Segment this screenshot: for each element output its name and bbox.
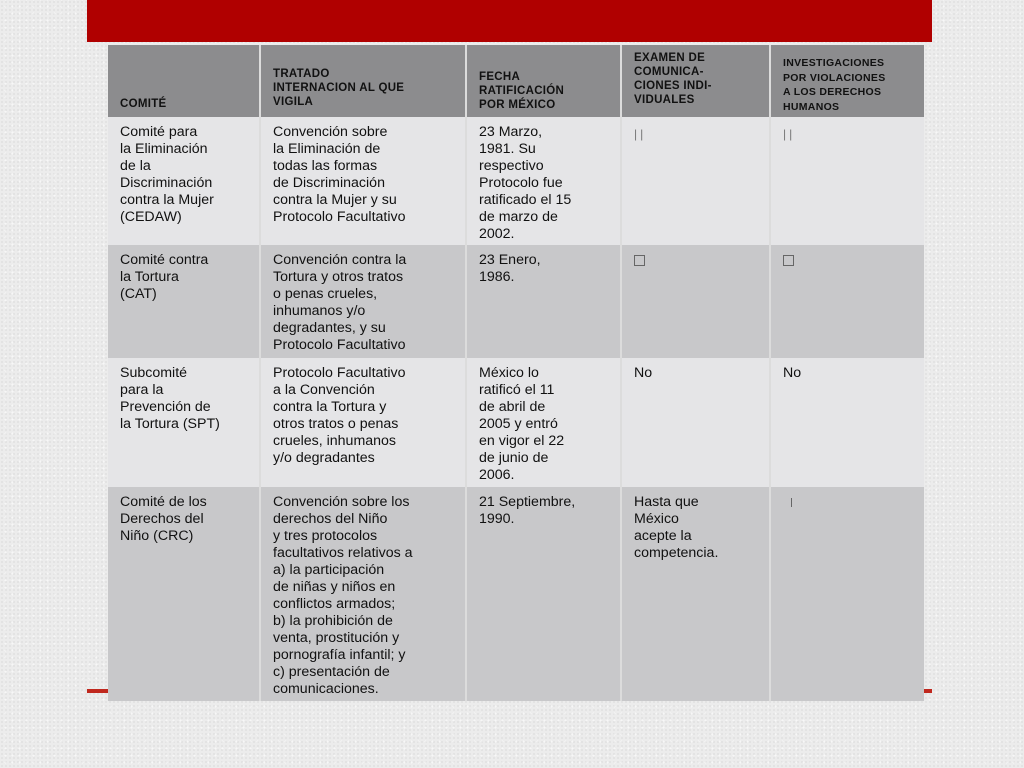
cell-comite: Subcomité para la Prevención de la Tortura (SPT): [108, 358, 260, 487]
placeholder-glyph-icon: ||: [634, 127, 647, 141]
empty-box-icon: [783, 255, 794, 266]
cell-tratado: Protocolo Facultativo a la Convención contra la Tortura y otros tratos o penas crueles, inhumanos y/o degradantes: [260, 358, 466, 487]
cell-fecha: México lo ratificó el 11 de abril de 2005 y entró en vigor el 22 de junio de 2006.: [466, 358, 621, 487]
cell-investigaciones: No: [783, 365, 802, 381]
table-row: [108, 487, 924, 701]
cell-examen: [621, 245, 770, 358]
cell-fecha: 21 Septiembre, 1990.: [466, 487, 621, 701]
header-fecha: FECHA RATIFICACIÓN POR MÉXICO: [466, 45, 621, 117]
header-tratado: TRATADO INTERNACION AL QUE VIGILA: [260, 45, 466, 117]
cell-examen: No: [621, 358, 770, 487]
header-comite: COMITÉ: [108, 45, 260, 117]
table-row: [108, 358, 924, 487]
cell-investigaciones: [770, 117, 924, 245]
placeholder-tick-icon: [791, 498, 792, 507]
cell-examen: [621, 117, 770, 245]
header-examen: EXAMEN DE COMUNICA- CIONES INDI- VIDUALES: [621, 45, 770, 117]
cell-fecha: 23 Marzo, 1981. Su respectivo Protocolo fue ratificado el 15 de marzo de 2002.: [466, 117, 621, 245]
cell-examen: Hasta que México acepte la competencia.: [621, 487, 770, 701]
committees-table: [108, 45, 924, 701]
cell-comite: Comité para la Eliminación de la Discriminación contra la Mujer (CEDAW): [108, 117, 260, 245]
cell-tratado: Convención sobre la Eliminación de todas las formas de Discriminación contra la Mujer y su Protocolo Facultativo: [260, 117, 466, 245]
cell-comite: Comité contra la Tortura (CAT): [108, 245, 260, 358]
cell-tratado: Convención sobre los derechos del Niño y tres protocolos facultativos relativos a a) la participación de niñas y niños en conflictos armados; b) la prohibición de venta, prostitución y pornografía infantil; y c) presentación de comunicaciones.: [260, 487, 466, 701]
cell-investigaciones: [770, 487, 924, 701]
empty-box-icon: [634, 255, 645, 266]
cell-investigaciones: [770, 245, 924, 358]
placeholder-glyph-icon: ||: [783, 127, 796, 141]
header-investigaciones: INVESTIGACIONES POR VIOLACIONES A LOS DERECHOS HUMANOS: [783, 57, 886, 113]
cell-fecha: 23 Enero, 1986.: [466, 245, 621, 358]
table-header-row: [108, 45, 924, 117]
cell-comite: Comité de los Derechos del Niño (CRC): [108, 487, 260, 701]
cell-tratado: Convención contra la Tortura y otros tratos o penas crueles, inhumanos y/o degradantes, y su Protocolo Facultativo: [260, 245, 466, 358]
table-row: [108, 117, 924, 245]
top-accent-band: [87, 0, 932, 42]
table-row: [108, 245, 924, 358]
